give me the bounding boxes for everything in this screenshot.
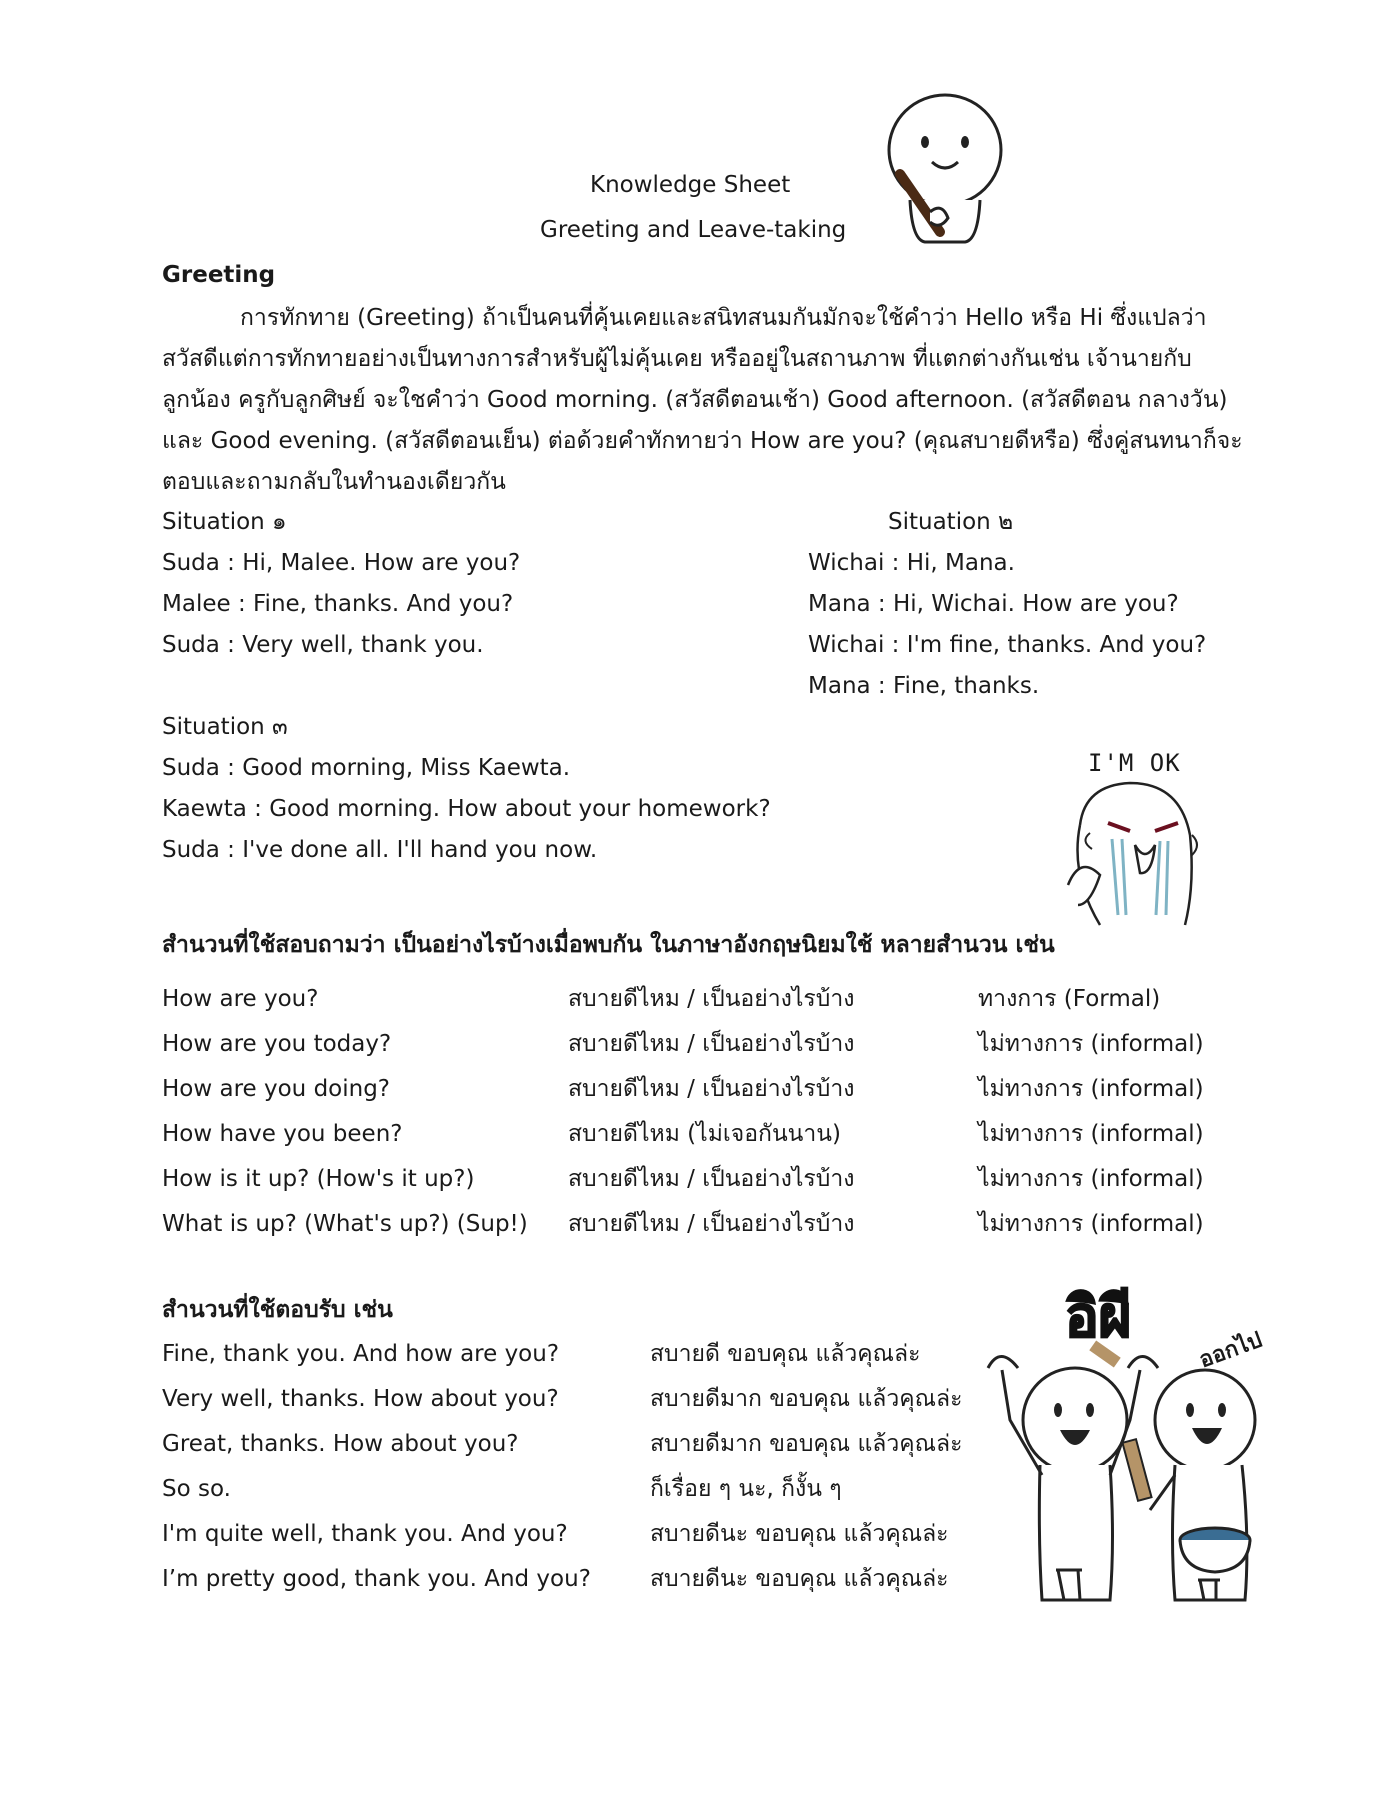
table-cell-thai: สบายดีไหม (ไม่เจอกันนาน) xyxy=(568,1121,842,1147)
table-cell-register: ทางการ (Formal) xyxy=(978,986,1161,1012)
table-cell-thai: สบายดีนะ ขอบคุณ แล้วคุณล่ะ xyxy=(650,1566,949,1592)
paragraph-line: การทักทาย (Greeting) ถ้าเป็นคนที่คุ้นเคยและสนิทสนมกันมักจะใช้คำว่า Hello หรือ Hi ซึ่งแปลว่า xyxy=(240,305,1207,331)
dialogue-line: Suda : Good morning, Miss Kaewta. xyxy=(162,755,571,781)
table-cell-english: Great, thanks. How about you? xyxy=(162,1431,519,1457)
page-subtitle: Greeting and Leave-taking xyxy=(540,217,847,243)
paragraph-line: และ Good evening. (สวัสดีตอนเย็น) ต่อด้วยคำทักทายว่า How are you? (คุณสบายดีหรือ) ซึ่งคู่สนทนาก็จะ xyxy=(162,428,1243,454)
table-cell-english: How is it up? (How's it up?) xyxy=(162,1166,475,1192)
table-cell-english: I'm quite well, thank you. And you? xyxy=(162,1521,568,1547)
table-cell-thai: สบายดีไหม / เป็นอย่างไรบ้าง xyxy=(568,1076,855,1102)
two-characters-sticker xyxy=(960,1270,1300,1610)
table-cell-english: I’m pretty good, thank you. And you? xyxy=(162,1566,591,1592)
table-cell-register: ไม่ทางการ (informal) xyxy=(978,1166,1204,1192)
table-cell-english: How are you doing? xyxy=(162,1076,391,1102)
page-title: Knowledge Sheet xyxy=(590,172,791,198)
paragraph-line: ลูกน้อง ครูกับลูกศิษย์ จะใชคำว่า Good morning. (สวัสดีตอนเช้า) Good afternoon. (สวัสดีตอน กลางวัน) xyxy=(162,387,1228,413)
dialogue-line: Suda : Hi, Malee. How are you? xyxy=(162,550,521,576)
dialogue-line: Kaewta : Good morning. How about your homework? xyxy=(162,796,771,822)
table-cell-thai: สบายดีไหม / เป็นอย่างไรบ้าง xyxy=(568,1031,855,1057)
table-cell-english: Very well, thanks. How about you? xyxy=(162,1386,559,1412)
smiling-character-sticker xyxy=(870,92,1020,252)
paragraph-line: ตอบและถามกลับในทำนองเดียวกัน xyxy=(162,469,506,495)
table-cell-thai: สบายดีไหม / เป็นอย่างไรบ้าง xyxy=(568,1166,855,1192)
paragraph-line: สวัสดีแต่การทักทายอย่างเป็นทางการสำหรับผู้ไม่คุ้นเคย หรืออยู่ในสถานภาพ ที่แตกต่างกันเช่น เจ้านายกับ xyxy=(162,346,1192,372)
dialogue-line: Suda : I've done all. I'll hand you now. xyxy=(162,837,598,863)
table-cell-english: Fine, thank you. And how are you? xyxy=(162,1341,560,1367)
table-cell-register: ไม่ทางการ (informal) xyxy=(978,1121,1204,1147)
table-cell-thai: สบายดี ขอบคุณ แล้วคุณล่ะ xyxy=(650,1341,921,1367)
table-cell-thai: สบายดีไหม / เป็นอย่างไรบ้าง xyxy=(568,1211,855,1237)
situation-2-title: Situation ๒ xyxy=(888,509,1014,535)
dialogue-line: Wichai : Hi, Mana. xyxy=(808,550,1015,576)
table-cell-thai: สบายดีมาก ขอบคุณ แล้วคุณล่ะ xyxy=(650,1386,963,1412)
situation-1-title: Situation ๑ xyxy=(162,509,287,535)
table-cell-english: How are you? xyxy=(162,986,319,1012)
situation-3-title: Situation ๓ xyxy=(162,714,288,740)
dialogue-line: Mana : Hi, Wichai. How are you? xyxy=(808,591,1179,617)
table-cell-register: ไม่ทางการ (informal) xyxy=(978,1211,1204,1237)
table-cell-english: How are you today? xyxy=(162,1031,392,1057)
dialogue-line: Malee : Fine, thanks. And you? xyxy=(162,591,514,617)
table-cell-thai: ก็เรื่อย ๆ นะ, ก็งั้น ๆ xyxy=(650,1476,842,1502)
table-cell-thai: สบายดีมาก ขอบคุณ แล้วคุณล่ะ xyxy=(650,1431,963,1457)
asking-heading: สำนวนที่ใช้สอบถามว่า เป็นอย่างไรบ้างเมื่อพบกัน ในภาษาอังกฤษนิยมใช้ หลายสำนวน เช่น xyxy=(162,932,1055,958)
table-cell-thai: สบายดีนะ ขอบคุณ แล้วคุณล่ะ xyxy=(650,1521,949,1547)
thai-big-text: อิผี xyxy=(1065,1285,1132,1350)
greeting-paragraph xyxy=(162,298,1243,503)
table-cell-english: What is up? (What's up?) (Sup!) xyxy=(162,1211,528,1237)
table-cell-thai: สบายดีไหม / เป็นอย่างไรบ้าง xyxy=(568,986,855,1012)
table-cell-english: So so. xyxy=(162,1476,231,1502)
table-cell-register: ไม่ทางการ (informal) xyxy=(978,1076,1204,1102)
dialogue-line: Wichai : I'm fine, thanks. And you? xyxy=(808,632,1207,658)
dialogue-line: Mana : Fine, thanks. xyxy=(808,673,1040,699)
im-ok-text: I'M OK xyxy=(1088,749,1181,777)
dialogue-line: Suda : Very well, thank you. xyxy=(162,632,484,658)
table-cell-english: How have you been? xyxy=(162,1121,403,1147)
responses-heading: สำนวนที่ใช้ตอบรับ เช่น xyxy=(162,1297,393,1323)
im-ok-crying-sticker xyxy=(1060,745,1230,935)
thai-small-text: ออกไป xyxy=(1196,1327,1266,1374)
greeting-heading: Greeting xyxy=(162,262,276,288)
table-cell-register: ไม่ทางการ (informal) xyxy=(978,1031,1204,1057)
